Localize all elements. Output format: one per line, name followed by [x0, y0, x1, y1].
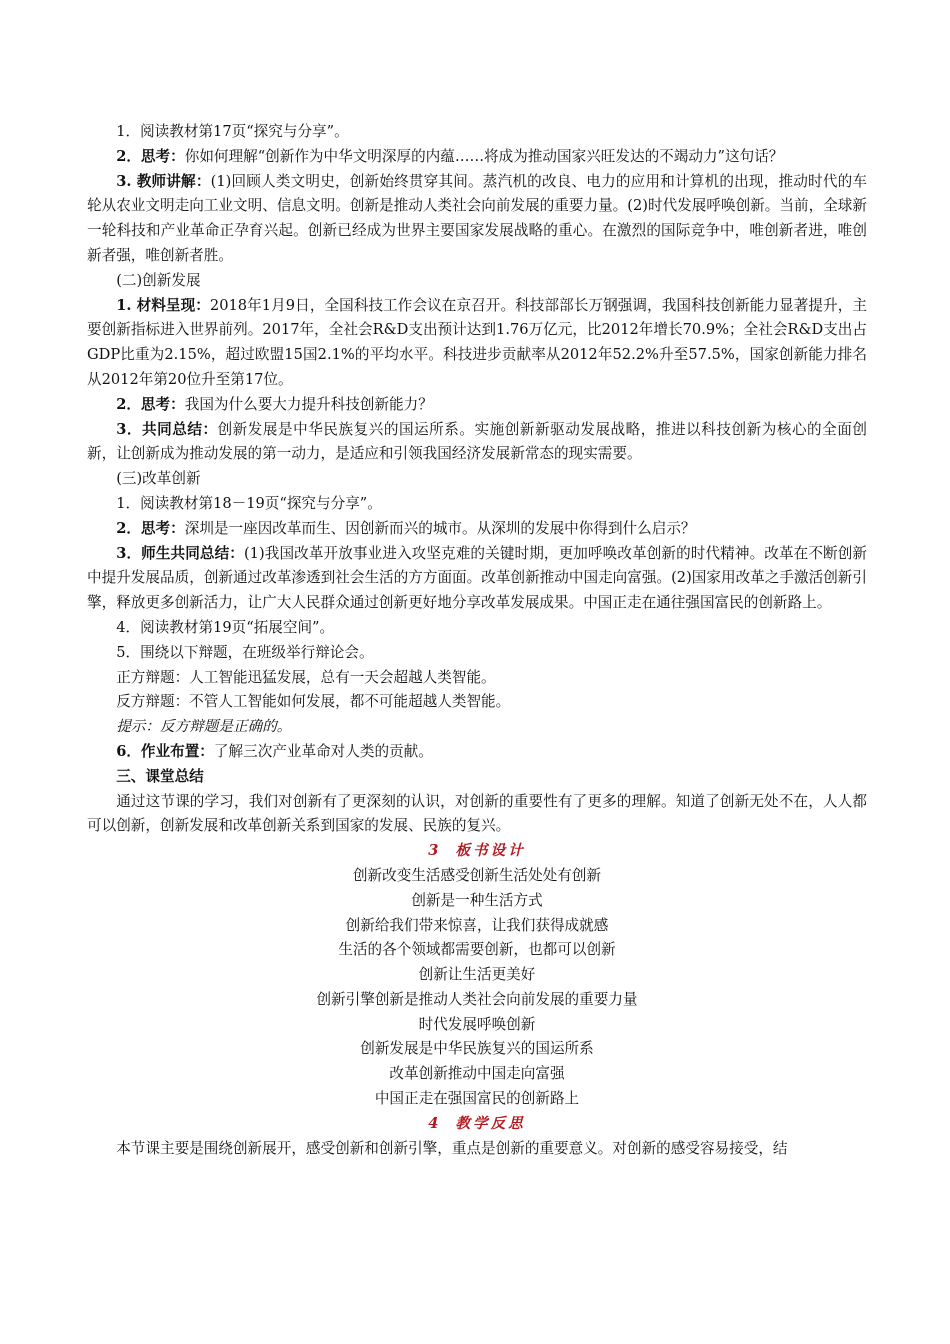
- section-board-design-heading: [87, 839, 867, 864]
- step-label: 6．作业布置：: [116, 742, 214, 760]
- subheading-innovation-development: (二)创新发展: [116, 271, 201, 289]
- step-think-quote: [87, 145, 867, 170]
- step-text: 2018年1月9日，全国科技工作会议在京召开。科技部部长万钢强调，我国科技创新能力显著提升，主要创新指标进入世界前列。2017年，全社会R&D支出预计达到1.76万亿元，比2012年增长70.9%；全社会R&D支出占GDP比重为2.15%，超过欧盟15国2.1%的平均水平。科技进步贡献率从2012年52.2%升至57.5%，国家创新能力排名从2012年第20位升至第17位。: [87, 296, 867, 388]
- step-homework: [87, 740, 867, 765]
- debate-con: 反方辩题：不管人工智能如何发展，都不可能超越人类智能。: [116, 693, 511, 711]
- reflection-text: 本节课主要是围绕创新展开，感受创新和创新引擎，重点是创新的重要意义。对创新的感受容易接受，结: [116, 1139, 788, 1157]
- board-line: 生活的各个领域都需要创新，也都可以创新: [338, 941, 616, 959]
- step-text: 你如何理解“创新作为中华文明深厚的内蕴……将成为推动国家兴旺发达的不竭动力”这句话？: [184, 147, 784, 165]
- debate-pro: 正方辩题：人工智能迅猛发展，总有一天会超越人类智能。: [116, 668, 496, 686]
- board-line: 创新发展是中华民族复兴的国运所系: [360, 1040, 594, 1058]
- step-read-textbook-17: 1．阅读教材第17页“探究与分享”。: [116, 123, 349, 140]
- step-label: 3．共同总结：: [116, 420, 218, 438]
- step-label: 2．思考：: [116, 519, 185, 537]
- board-line: 时代发展呼唤创新: [418, 1015, 536, 1033]
- step-text: 了解三次产业革命对人类的贡献。: [213, 742, 433, 760]
- board-line: 创新改变生活感受创新生活处处有创新: [352, 866, 602, 884]
- subheading-reform-innovation: (三)改革创新: [116, 470, 201, 488]
- step-text: (1)我国改革开放事业进入攻坚克难的关键时期，更加呼唤改革创新的时代精神。改革在不断创新中提升发展品质，创新通过改革渗透到社会生活的方方面面。改革创新推动中国走向富强。(2)国家用改革之手激活创新引擎，释放更多创新活力，让广大人民群众通过创新更好地分享改革发展成果。中国正走在通往强国富民的创新路上。: [87, 544, 868, 612]
- step-material: [87, 294, 867, 393]
- debate-hint: 提示：反方辩题是正确的。: [116, 718, 292, 736]
- section-title: 板书设计: [455, 842, 526, 860]
- step-label: 2．思考：: [116, 147, 185, 165]
- step-text: 深圳是一座因改革而生、因创新而兴的城市。从深圳的发展中你得到什么启示？: [184, 519, 696, 537]
- section-reflection-heading: [87, 1112, 867, 1137]
- step-label: 3. 教师讲解：: [116, 172, 211, 190]
- step-think-capability: [87, 393, 867, 418]
- section-class-summary-heading: 三、课堂总结: [116, 767, 204, 785]
- board-design-lines: [87, 864, 867, 1112]
- step-text: 我国为什么要大力提升科技创新能力？: [184, 395, 433, 413]
- step-teacher-student-summary: [87, 542, 867, 616]
- step-read-textbook-19: 4．阅读教材第19页“拓展空间”。: [116, 618, 335, 636]
- step-label: 3．师生共同总结：: [116, 544, 244, 562]
- section-number: 3: [428, 842, 442, 860]
- step-text: 创新发展是中华民族复兴的国运所系。实施创新新驱动发展战略，推进以科技创新为核心的全面创新，让创新成为推动发展的第一动力，是适应和引领我国经济发展新常态的现实需要。: [87, 420, 867, 463]
- document-page: [87, 120, 867, 1161]
- step-think-shenzhen: [87, 517, 867, 542]
- step-read-textbook-18: 1．阅读教材第18－19页“探究与分享”。: [116, 494, 382, 512]
- step-text: (1)回顾人类文明史，创新始终贯穿其间。蒸汽机的改良、电力的应用和计算机的出现，推动时代的车轮从农业文明走向工业文明、信息文明。创新是推动人类社会向前发展的重要力量。(2)时代发展呼唤创新。当前，全球新一轮科技和产业革命正孕育兴起。创新已经成为世界主要国家发展战略的重心。在激烈的国际竞争中，唯创新者进，唯创新者强，唯创新者胜。: [87, 172, 867, 264]
- step-debate: 5．围绕以下辩题，在班级举行辩论会。: [116, 643, 374, 661]
- step-label: 1. 材料呈现：: [116, 296, 210, 314]
- class-summary-text: 通过这节课的学习，我们对创新有了更深刻的认识，对创新的重要性有了更多的理解。知道了创新无处不在，人人都可以创新，创新发展和改革创新关系到国家的发展、民族的复兴。: [87, 792, 867, 835]
- board-line: 改革创新推动中国走向富强: [389, 1065, 565, 1083]
- step-joint-summary: [87, 418, 867, 468]
- board-line: 中国正走在强国富民的创新路上: [374, 1090, 580, 1108]
- step-label: 2．思考：: [116, 395, 185, 413]
- board-line: 创新是一种生活方式: [411, 891, 543, 909]
- section-number: 4: [428, 1114, 442, 1132]
- board-line: 创新给我们带来惊喜，让我们获得成就感: [345, 916, 609, 934]
- step-teacher-explain: [87, 170, 867, 269]
- board-line: 创新让生活更美好: [418, 966, 536, 984]
- board-line: 创新引擎创新是推动人类社会向前发展的重要力量: [316, 990, 638, 1008]
- section-title: 教学反思: [455, 1114, 526, 1132]
